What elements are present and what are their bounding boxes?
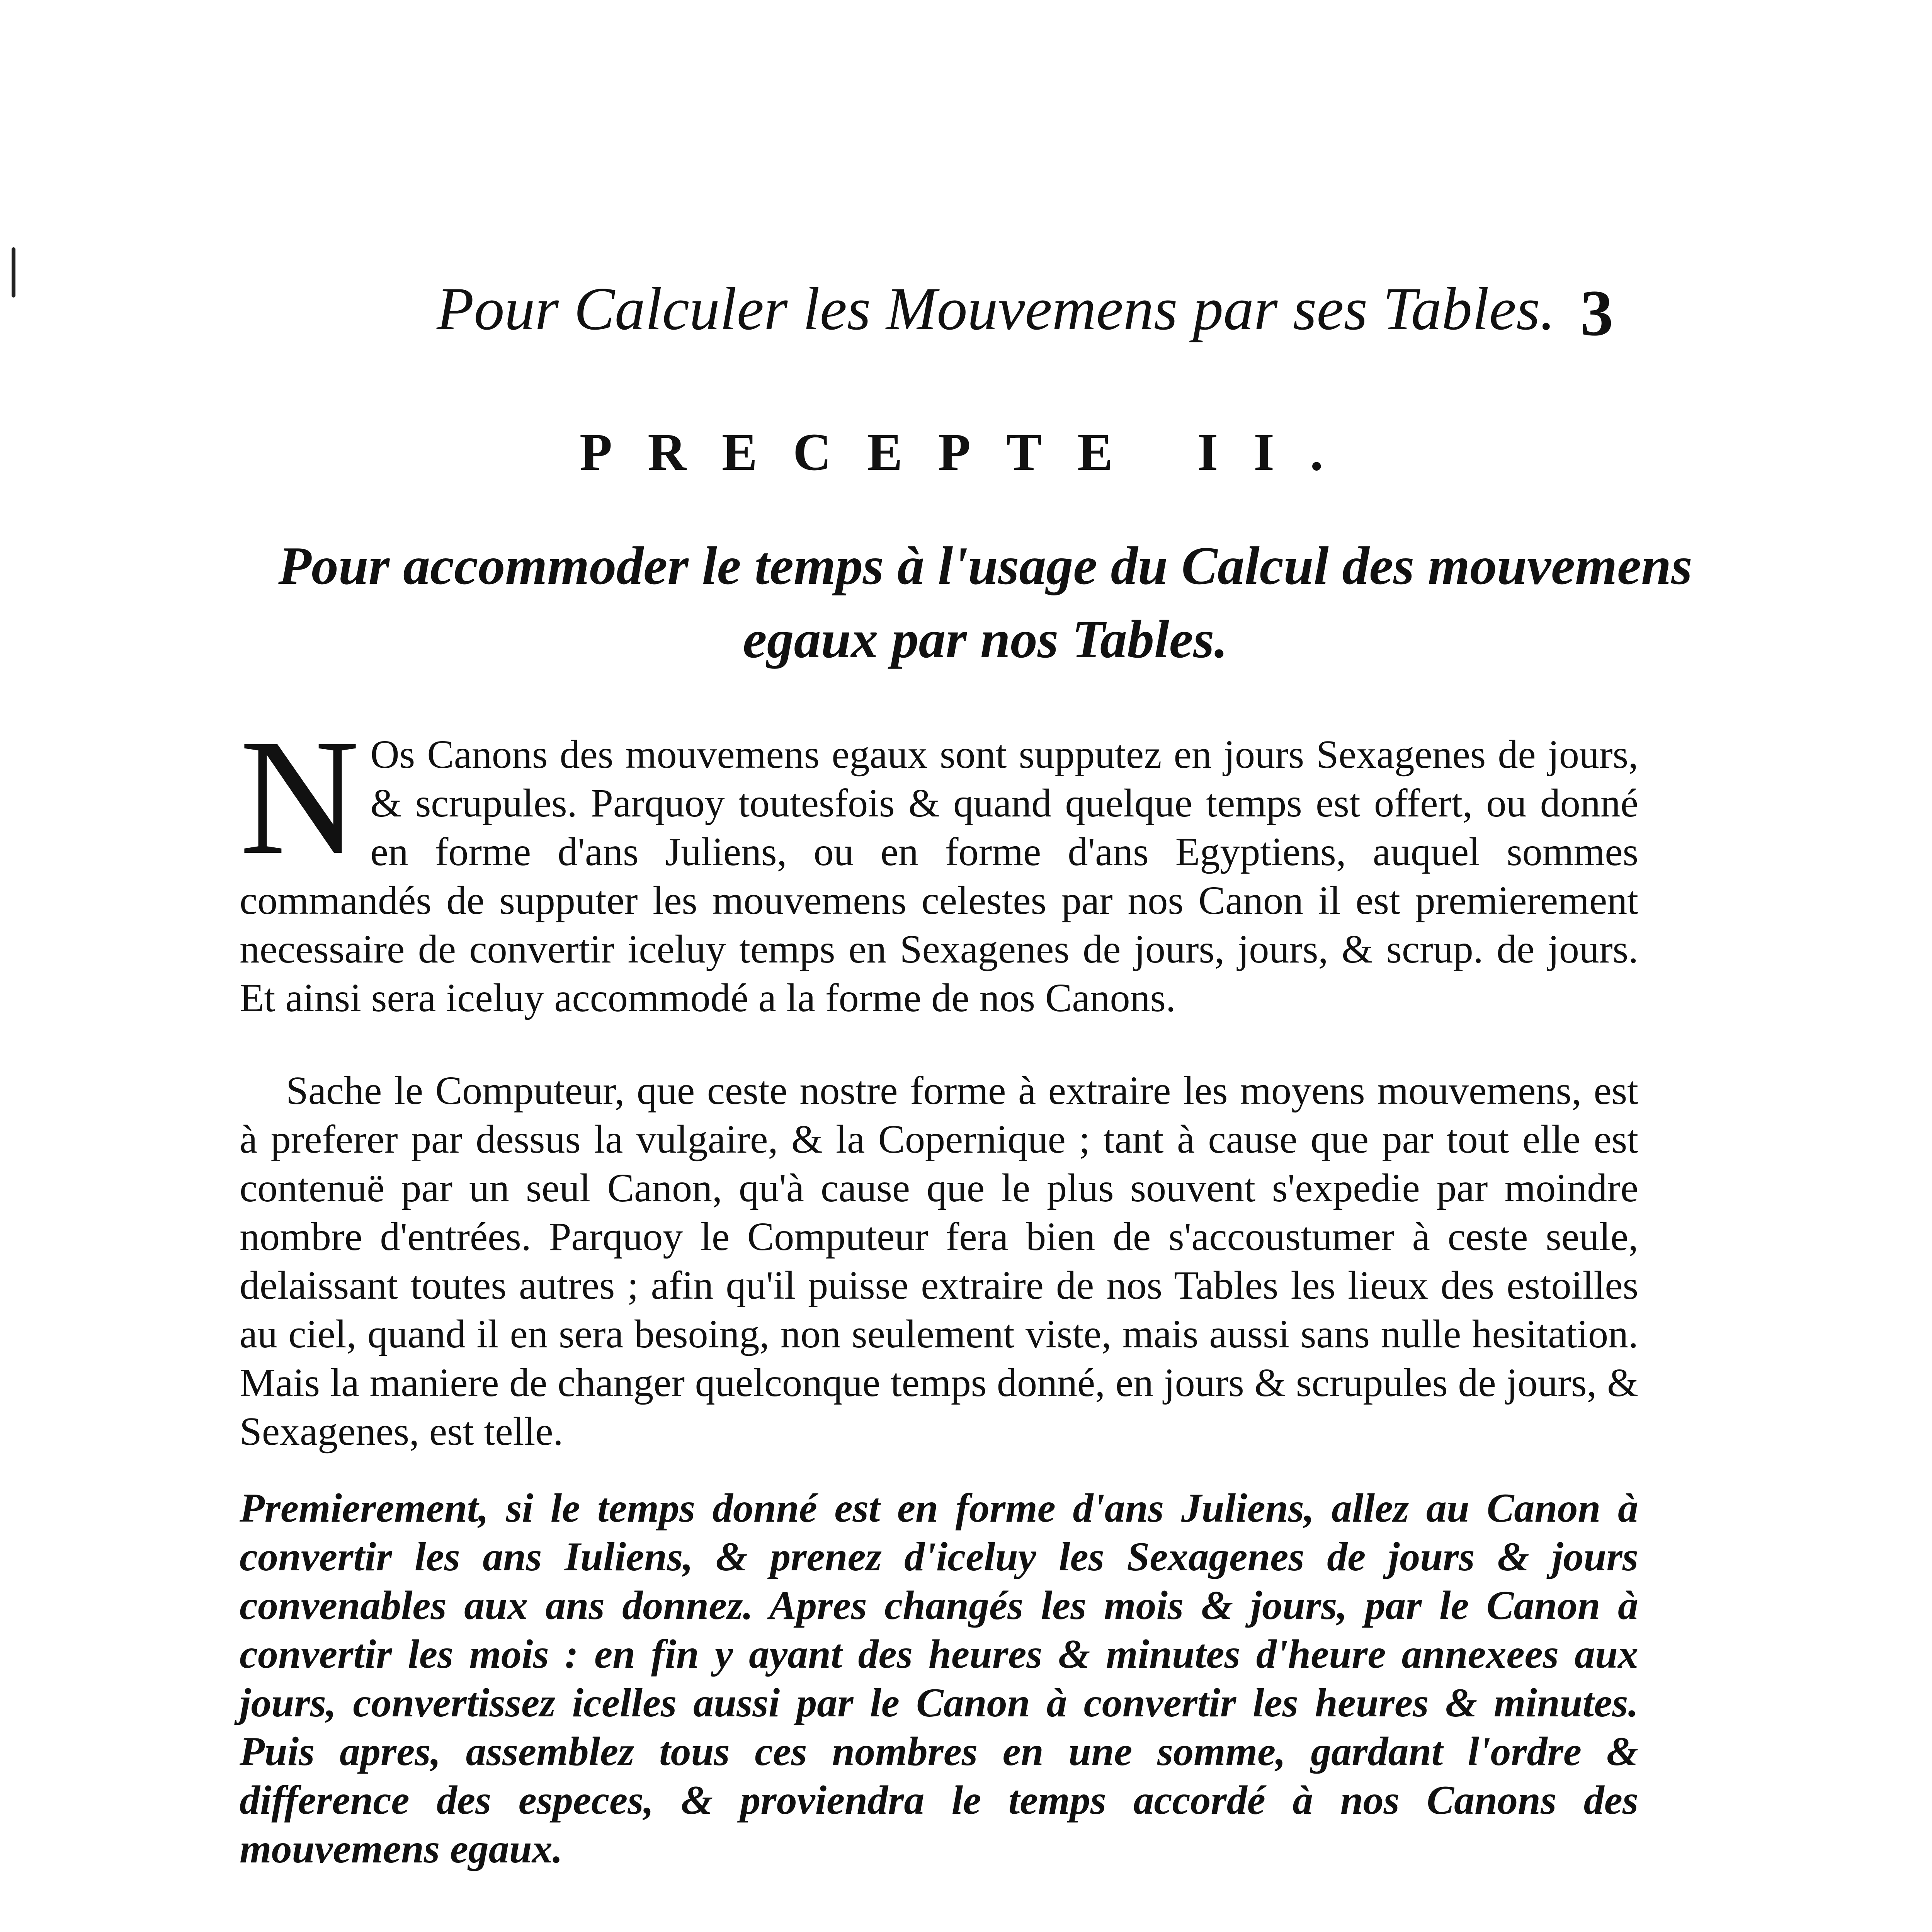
paragraph-rule-text: Premierement, si le temps donné est en forme d'ans Juliens, allez au Canon à convertir les ans Iuliens, & prenez d'iceluy les Sexagenes de jours & jours convenables aux ans donnez. Apres changés les mois & jours, par le Canon à convertir les mois : en fin y ayant des heures & minutes d'heure annexees aux jours, convertissez icelles aussi par le Canon à convertir les heures & minutes. Puis apres, assemblez tous ces nombres en une somme, gardant l'ordre & difference des especes, & proviendra le temps accordé à nos Canons des mouvemens egaux. (240, 1485, 1638, 1871)
paragraph-intro (240, 705, 1638, 1063)
running-title: Pour Calculer les Mouvemens par ses Tables. (437, 275, 1555, 343)
section-subtitle: Pour accommoder le temps à l'usage du Calcul des mouvemens egaux par nos Tables. (278, 536, 1692, 669)
paragraph-rule-italic (240, 1484, 1638, 1932)
section-heading: PRECEPTE II. (580, 422, 1359, 481)
paragraph-computeur (240, 1066, 1638, 1454)
page-number: 3 (1580, 277, 1613, 349)
drop-cap-initial: N (240, 705, 360, 889)
paragraph-computeur-text: Sache le Computeur, que ceste nostre forme à extraire les moyens mouvemens, est à preferer par dessus la vulgaire, & la Copernique ; tant à cause que par tout elle est contenuë par un seul Canon, qu'à cause que le plus souvent s'expedie par moindre nombre d'entrées. Parquoy le Computeur fera bien de s'accoustumer à ceste seule, delaissant toutes autres ; afin qu'il puisse extraire de nos Tables les lieux des estoilles au ciel, quand il en sera besoing, non seulement viste, mais aussi sans nulle hesitation. Mais la maniere de changer quelconque temps donné, en jours & scrupules de jours, & Sexagenes, est telle. (240, 1068, 1638, 1454)
scan-edge-mark (12, 247, 15, 298)
paragraph-intro-text: Os Canons des mouvemens egaux sont supputez en jours Sexagenes de jours, & scrupules. Parquoy toutesfois & quand quelque temps est offert, ou donné en forme d'ans Juliens, ou en forme d'ans Egyptiens, auquel sommes commandés de supputer les mouvemens celestes par nos Canon il est premierement necessaire de convertir iceluy temps en Sexagenes de jours, jours, & scrup. de jours. Et ainsi sera iceluy accommodé a la forme de nos Canons. (240, 732, 1638, 1020)
